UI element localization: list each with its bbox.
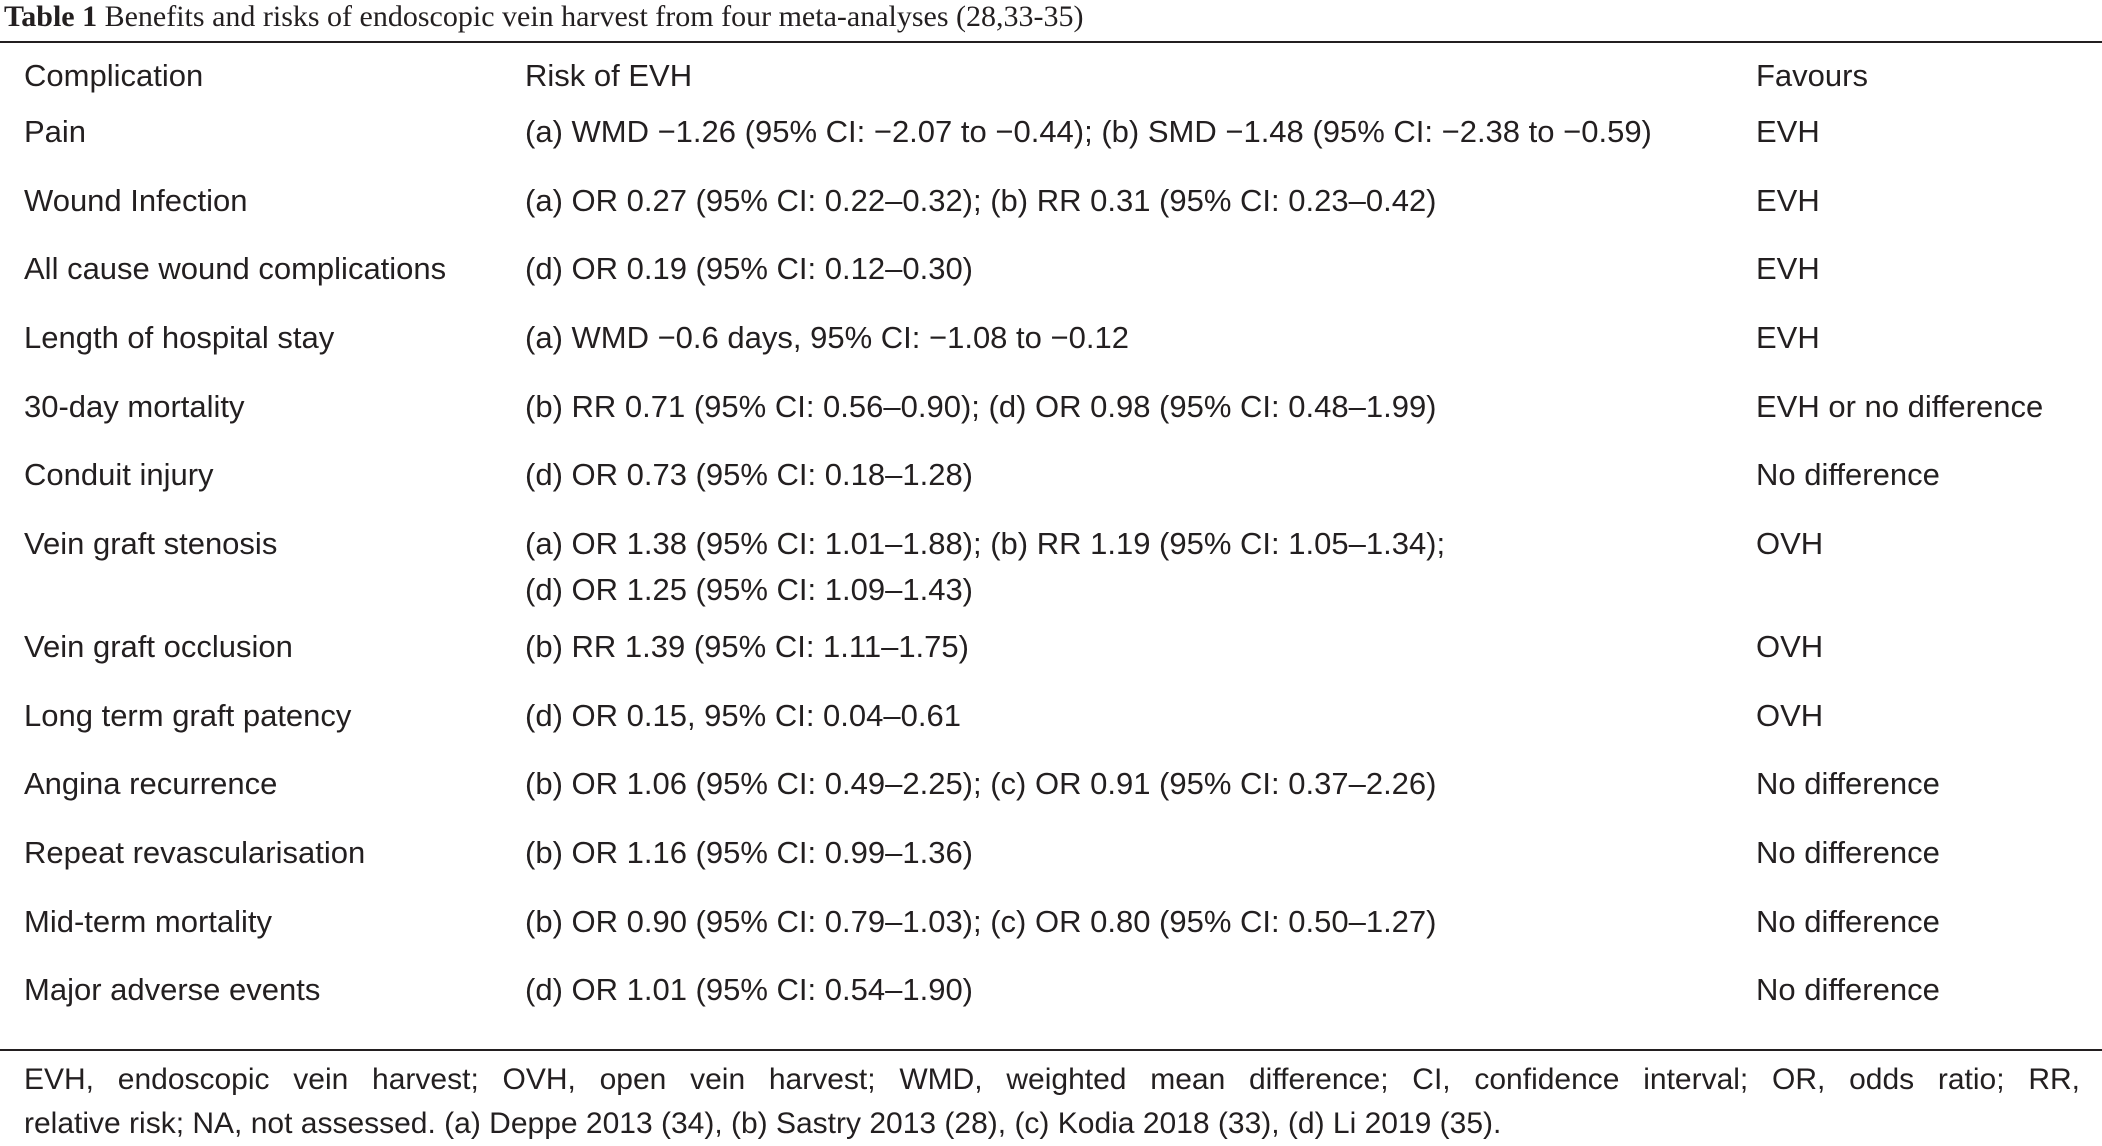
footnote-line: relative risk; NA, not assessed. (a) Deppe 2013 (34), (b) Sastry 2013 (28), (c) Kodia 2018 (33), (d) Li 2019 (35). [24,1107,1502,1140]
cell-risk [525,967,973,1013]
cell-risk-line: (d) OR 1.01 (95% CI: 0.54–1.90) [525,972,974,1008]
cell-risk [525,830,973,876]
cell-favours: EVH [1756,251,1820,287]
table-row [0,899,2102,968]
table-row [0,178,2102,247]
cell-complication: 30-day mortality [24,388,245,424]
cell-favours: No difference [1756,834,1940,870]
cell-risk-line: (d) OR 0.15, 95% CI: 0.04–0.61 [525,697,961,733]
table-caption [4,0,1083,34]
column-header-complication: Complication [24,58,204,93]
cell-favours: No difference [1756,903,1940,939]
cell-risk [525,899,1437,945]
table-row [0,109,2102,178]
table-footnote [24,1058,2080,1146]
cell-favours: EVH [1756,182,1820,218]
cell-complication: Major adverse events [24,972,321,1008]
table-body [0,109,2102,1036]
column-header-favours: Favours [1756,58,1868,93]
cell-risk-line: (b) RR 0.71 (95% CI: 0.56–0.90); (d) OR 0.98 (95% CI: 0.48–1.99) [525,388,1437,424]
cell-risk [525,761,1437,807]
cell-risk-line: (a) WMD −1.26 (95% CI: −2.07 to −0.44); (b) SMD −1.48 (95% CI: −2.38 to −0.59) [525,114,1652,149]
table [0,43,2102,1036]
cell-favours: No difference [1756,972,1940,1008]
cell-risk-line: (a) WMD −0.6 days, 95% CI: −1.08 to −0.12 [525,320,1129,356]
cell-favours: OVH [1756,628,1824,664]
cell-favours: No difference [1756,766,1940,802]
cell-risk-line: (d) OR 1.25 (95% CI: 1.09–1.43) [525,572,974,608]
cell-risk-line: (d) OR 0.19 (95% CI: 0.12–0.30) [525,251,974,287]
cell-favours: OVH [1756,697,1824,733]
cell-favours: EVH [1756,320,1820,356]
cell-risk [525,693,961,739]
cell-risk [525,384,1437,430]
cell-risk [525,624,969,670]
cell-complication: Wound Infection [24,182,248,218]
table-row [0,315,2102,384]
table-row [0,384,2102,453]
cell-risk [525,178,1437,224]
cell-complication: Vein graft occlusion [24,628,293,664]
cell-risk [525,109,1652,155]
table-row [0,521,2102,624]
cell-complication: Conduit injury [24,457,214,493]
cell-complication: Long term graft patency [24,697,352,733]
table-row [0,624,2102,693]
cell-risk [525,452,973,498]
table-row [0,830,2102,899]
cell-favours: OVH [1756,526,1824,562]
cell-risk-line: (b) OR 1.06 (95% CI: 0.49–2.25); (c) OR 0.91 (95% CI: 0.37–2.26) [525,766,1437,802]
column-header-risk: Risk of EVH [525,58,693,93]
cell-favours: EVH [1756,114,1820,149]
cell-risk-line: (b) OR 0.90 (95% CI: 0.79–1.03); (c) OR 0.80 (95% CI: 0.50–1.27) [525,903,1437,939]
cell-complication: All cause wound complications [24,251,447,287]
cell-risk-line: (a) OR 0.27 (95% CI: 0.22–0.32); (b) RR 0.31 (95% CI: 0.23–0.42) [525,182,1437,218]
cell-risk [525,521,1445,613]
table-caption-text: Benefits and risks of endoscopic vein harvest from four meta-analyses (28,33-35) [104,0,1084,33]
cell-complication: Repeat revascularisation [24,834,366,870]
cell-risk [525,315,1129,361]
cell-favours: No difference [1756,457,1940,493]
cell-risk [525,246,973,292]
table-header-row [0,43,2102,109]
cell-complication: Vein graft stenosis [24,526,278,562]
cell-risk-line: (d) OR 0.73 (95% CI: 0.18–1.28) [525,457,974,493]
table-row [0,452,2102,521]
table-row [0,761,2102,830]
cell-favours: EVH or no difference [1756,388,2044,424]
cell-complication: Angina recurrence [24,766,278,802]
cell-complication: Length of hospital stay [24,320,335,356]
cell-complication: Mid-term mortality [24,903,273,939]
cell-complication: Pain [24,114,87,149]
table-row [0,246,2102,315]
table-row [0,693,2102,762]
cell-risk-line: (a) OR 1.38 (95% CI: 1.01–1.88); (b) RR 1.19 (95% CI: 1.05–1.34); [525,526,1446,562]
cell-risk-line: (b) RR 1.39 (95% CI: 1.11–1.75) [525,628,969,664]
table-caption-label: Table 1 [4,0,98,33]
table-row [0,967,2102,1036]
table-bottom-rule [0,1049,2102,1051]
footnote-line: EVH, endoscopic vein harvest; OVH, open vein harvest; WMD, weighted mean difference; CI, confidence interval; OR, odds ratio; RR, [24,1063,2080,1096]
cell-risk-line: (b) OR 1.16 (95% CI: 0.99–1.36) [525,834,974,870]
